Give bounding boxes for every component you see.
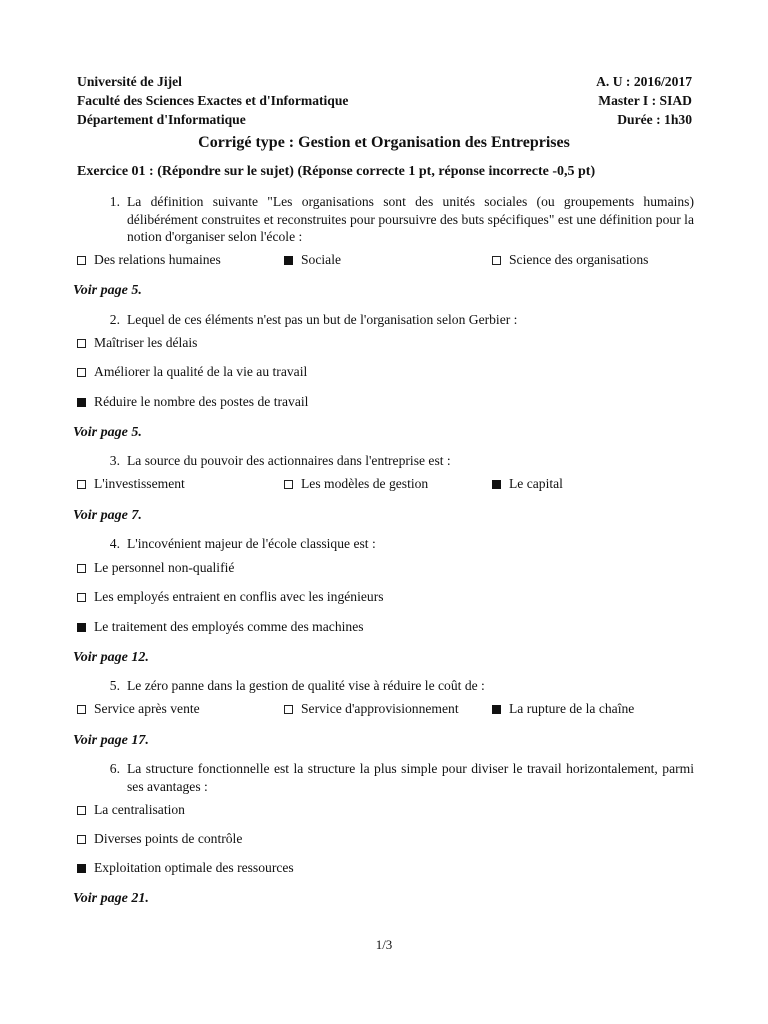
question-number: 1. [109, 194, 120, 209]
question-text: La définition suivante "Les organisations sont des unités sociales (ou groupements humains) délibérément construites et reconstruites pour poursuivre des buts spécifiques" est une définition pour la notion d'organiser selon l'école : [127, 194, 694, 244]
option-item[interactable] [284, 251, 341, 269]
exercise-title: Exercice 01 : (Répondre sur le sujet) (Réponse correcte 1 pt, réponse incorrecte -0,5 pt) [77, 164, 596, 179]
page-reference: Voir page 12. [73, 650, 149, 665]
page-reference: Voir page 5. [73, 425, 142, 440]
option-item[interactable] [492, 251, 648, 269]
option-label: Sociale [301, 252, 342, 267]
option-item[interactable] [77, 700, 200, 718]
option-label: Service d'approvisionnement [301, 701, 459, 716]
question-number: 5. [109, 678, 120, 693]
option-item[interactable] [77, 559, 234, 577]
checkbox-empty-icon [284, 705, 293, 714]
checkbox-checked-icon [284, 256, 293, 265]
question-number: 4. [109, 536, 120, 551]
option-label: L'investissement [94, 476, 185, 491]
question-number: 2. [109, 312, 120, 327]
question-text: Le zéro panne dans la gestion de qualité vise à réduire le coût de : [127, 678, 485, 693]
university-name: Université de Jijel [77, 74, 182, 89]
checkbox-empty-icon [77, 480, 86, 489]
page-reference: Voir page 17. [73, 733, 149, 748]
checkbox-checked-icon [77, 623, 86, 632]
question-number: 3. [109, 453, 120, 468]
option-label: Maîtriser les délais [94, 335, 198, 350]
option-label: Diverses points de contrôle [94, 831, 243, 846]
option-item[interactable] [77, 618, 364, 636]
option-label: La rupture de la chaîne [509, 701, 635, 716]
document-header [77, 72, 692, 129]
academic-year: A. U : 2016/2017 [596, 74, 692, 89]
faculty-name: Faculté des Sciences Exactes et d'Informatique [77, 93, 349, 108]
document-title: Corrigé type : Gestion et Organisation des Entreprises [198, 134, 570, 151]
question-5 [77, 677, 694, 695]
question-3 [77, 452, 694, 470]
option-item[interactable] [77, 393, 308, 411]
checkbox-empty-icon [77, 368, 86, 377]
page-reference: Voir page 7. [73, 508, 142, 523]
program-name: Master I : SIAD [598, 93, 692, 108]
option-item[interactable] [77, 801, 185, 819]
question-4 [77, 535, 694, 553]
option-item[interactable] [492, 475, 563, 493]
option-label: Le personnel non-qualifié [94, 560, 235, 575]
option-item[interactable] [77, 251, 221, 269]
checkbox-checked-icon [492, 705, 501, 714]
checkbox-empty-icon [284, 480, 293, 489]
option-label: Les employés entraient en conflis avec les ingénieurs [94, 589, 384, 604]
option-label: Science des organisations [509, 252, 649, 267]
option-label: Le capital [509, 476, 563, 491]
checkbox-empty-icon [77, 806, 86, 815]
question-text: La structure fonctionnelle est la structure la plus simple pour diviser le travail horizontalement, parmi ses avantages : [127, 761, 694, 794]
page-reference: Voir page 21. [73, 891, 149, 906]
question-text: Lequel de ces éléments n'est pas un but de l'organisation selon Gerbier : [127, 312, 518, 327]
question-1 [77, 193, 694, 246]
option-label: Des relations humaines [94, 252, 221, 267]
option-item[interactable] [77, 588, 384, 606]
question-number: 6. [109, 761, 120, 776]
checkbox-empty-icon [77, 564, 86, 573]
checkbox-checked-icon [492, 480, 501, 489]
option-item[interactable] [492, 700, 634, 718]
checkbox-empty-icon [77, 256, 86, 265]
option-item[interactable] [77, 475, 185, 493]
checkbox-empty-icon [77, 705, 86, 714]
option-item[interactable] [77, 830, 242, 848]
option-label: Service après vente [94, 701, 200, 716]
checkbox-checked-icon [77, 398, 86, 407]
exam-duration: Durée : 1h30 [617, 112, 692, 127]
option-item[interactable] [284, 700, 459, 718]
option-label: Améliorer la qualité de la vie au travail [94, 364, 308, 379]
department-name: Département d'Informatique [77, 112, 246, 127]
question-6 [77, 760, 694, 795]
option-item[interactable] [77, 859, 294, 877]
question-text: La source du pouvoir des actionnaires dans l'entreprise est : [127, 453, 451, 468]
option-item[interactable] [284, 475, 428, 493]
question-2 [77, 311, 694, 329]
checkbox-empty-icon [77, 835, 86, 844]
question-text: L'incovénient majeur de l'école classique est : [127, 536, 376, 551]
option-label: Le traitement des employés comme des machines [94, 619, 364, 634]
checkbox-empty-icon [77, 339, 86, 348]
checkbox-empty-icon [77, 593, 86, 602]
option-item[interactable] [77, 363, 307, 381]
option-label: Réduire le nombre des postes de travail [94, 394, 309, 409]
page-number: 1/3 [375, 937, 393, 952]
page-reference: Voir page 5. [73, 283, 142, 298]
checkbox-empty-icon [492, 256, 501, 265]
option-item[interactable] [77, 334, 197, 352]
option-label: Les modèles de gestion [301, 476, 429, 491]
checkbox-checked-icon [77, 864, 86, 873]
option-label: La centralisation [94, 802, 185, 817]
option-label: Exploitation optimale des ressources [94, 860, 294, 875]
